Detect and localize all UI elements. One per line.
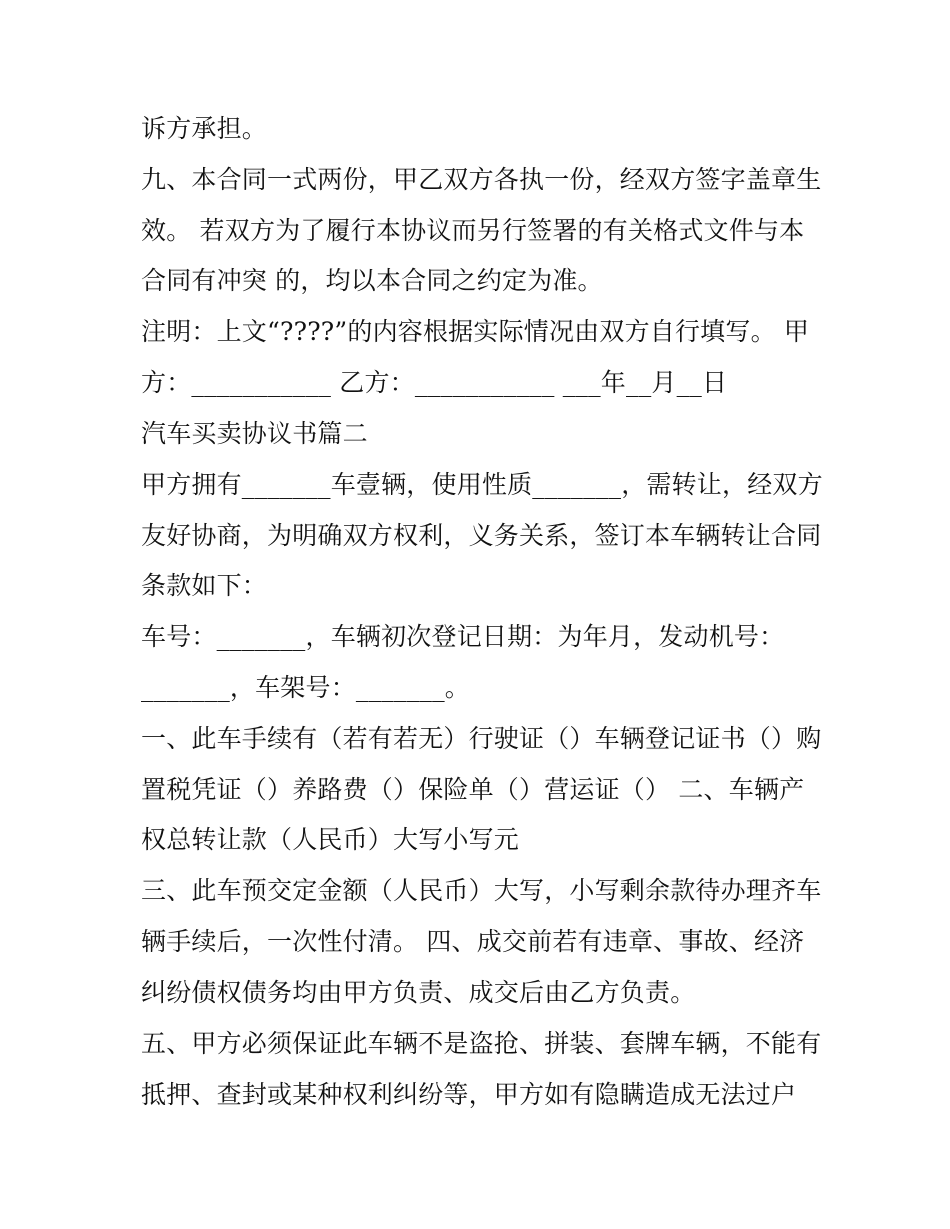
text-line: 三、此车预交定金额（人民币）大写，小写剩余款待办理齐车 — [141, 876, 822, 905]
text-line: 一、此车手续有（若有若无）行驶证（）车辆登记证书（）购 — [141, 724, 822, 753]
text-line: 条款如下： — [141, 571, 268, 600]
text-line: 甲方拥有_______车壹辆，使用性质_______，需转让，经双方 — [141, 470, 823, 499]
text-line: 抵押、查封或某种权利纠纷等，甲方如有隐瞒造成无法过户 — [141, 1080, 797, 1109]
text-line: 效。 若双方为了履行本协议而另行签署的有关格式文件与本 — [141, 216, 805, 245]
text-line: 纠纷债权债务均由甲方负责、成交后由乙方负责。 — [141, 978, 696, 1007]
text-line: 友好协商，为明确双方权利，义务关系，签订本车辆转让合同 — [141, 521, 822, 550]
text-line: 车号：_______，车辆初次登记日期：为年月，发动机号： — [141, 622, 785, 651]
text-line: 辆手续后，一次性付清。 四、成交前若有违章、事故、经济 — [141, 927, 805, 956]
section-heading: 汽车买卖协议书篇二 — [141, 419, 368, 448]
text-line: 合同有冲突 的，均以本合同之约定为准。 — [141, 266, 603, 295]
text-line: 方：___________ 乙方：___________ ___年__月__日 — [141, 368, 728, 397]
text-line: _______，车架号：_______。 — [141, 673, 471, 702]
text-line: 权总转让款（人民币）大写小写元 — [141, 825, 520, 854]
text-line: 五、甲方必须保证此车辆不是盗抢、拼装、套牌车辆，不能有 — [141, 1029, 822, 1058]
text-line: 置税凭证（）养路费（）保险单（）营运证（） 二、车辆产 — [141, 775, 805, 804]
text-line: 九、本合同一式两份，甲乙双方各执一份，经双方签字盖章生 — [141, 165, 822, 194]
text-line: 诉方承担。 — [141, 114, 268, 143]
text-line: 注明：上文“????”的内容根据实际情况由双方自行填写。 甲 — [141, 317, 810, 346]
